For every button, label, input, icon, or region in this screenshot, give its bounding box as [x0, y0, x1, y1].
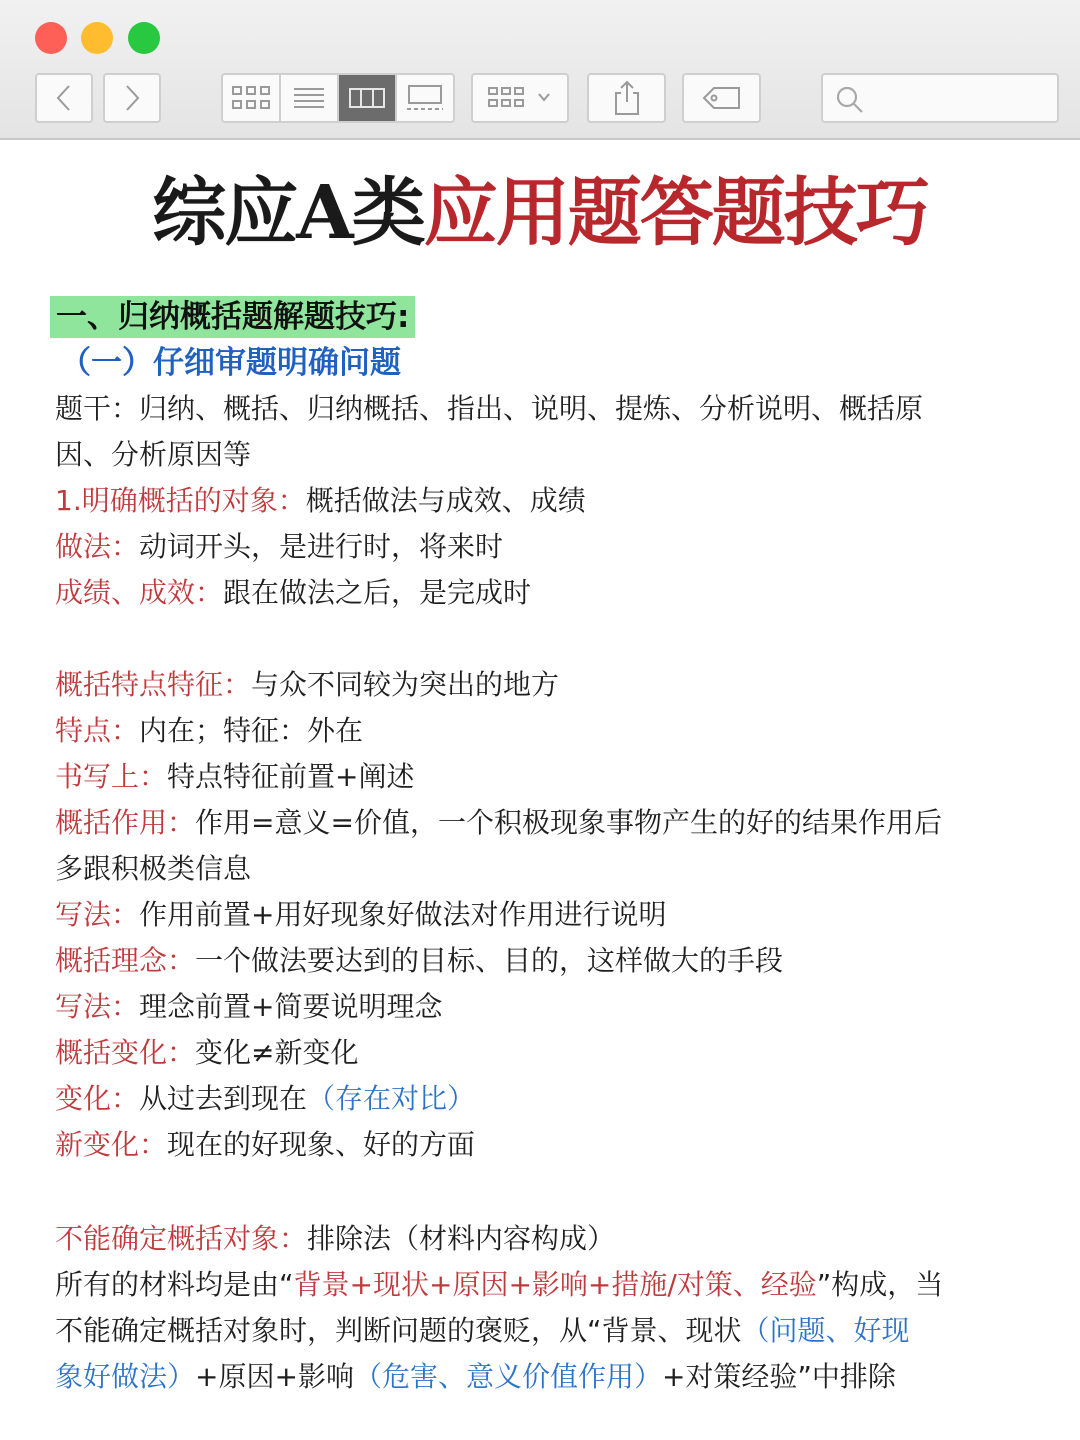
line-label: 成绩、成效：	[55, 576, 224, 609]
search-input[interactable]	[821, 73, 1059, 123]
line-text: 变化≠新变化	[195, 1036, 359, 1069]
text-line: 因、分析原因等	[55, 438, 252, 471]
text-line	[55, 1076, 475, 1122]
text-line	[55, 754, 414, 800]
line-text: 概括做法与成效、成绩	[305, 484, 586, 517]
text-line	[55, 1122, 475, 1168]
line-text: 作用前置+用好现象好做法对作用进行说明	[139, 898, 667, 931]
zoom-window-button[interactable]	[128, 22, 160, 54]
list-view-button[interactable]	[281, 75, 339, 121]
text-line	[55, 1262, 943, 1308]
column-view-button[interactable]	[339, 75, 397, 121]
line-label: 书写上：	[55, 760, 168, 793]
forward-button[interactable]	[103, 73, 161, 123]
line-label: 不能确定概括对象：	[55, 1222, 308, 1255]
gallery-view-icon	[405, 84, 445, 112]
window-toolbar	[0, 0, 1080, 140]
line-highlight: （存在对比）	[307, 1082, 476, 1115]
share-button[interactable]	[587, 73, 666, 123]
line-text: +对策经验”中排除	[661, 1360, 896, 1393]
title-part-1: 综应A类	[152, 170, 424, 256]
chevron-right-icon	[122, 83, 142, 113]
line-label: 写法：	[55, 898, 140, 931]
line-highlight: （问题、好现	[741, 1314, 910, 1347]
gallery-view-button[interactable]	[397, 75, 453, 121]
line-label: 新变化：	[55, 1128, 168, 1161]
line-label: 变化：	[55, 1082, 140, 1115]
line-label: 1.明确概括的对象：	[55, 484, 306, 517]
search-icon	[835, 85, 865, 115]
section-heading: 一、归纳概括题解题技巧:	[50, 296, 415, 338]
text-line	[55, 524, 503, 570]
title-part-2: 应用题答题技巧	[423, 170, 928, 256]
line-label: 特点：	[55, 714, 140, 747]
line-text: 排除法（材料内容构成）	[307, 1222, 616, 1255]
text-line	[55, 662, 559, 708]
chevron-left-icon	[54, 83, 74, 113]
page-title	[0, 168, 1080, 258]
line-text: 不能确定概括对象时，判断问题的褒贬，从“背景、现状	[55, 1314, 742, 1347]
line-label: 做法：	[55, 530, 140, 563]
text-line: 题干：归纳、概括、归纳概括、指出、说明、提炼、分析说明、概括原	[55, 392, 924, 425]
text-line	[55, 1354, 896, 1400]
line-text: 现在的好现象、好的方面	[167, 1128, 476, 1161]
line-text: 理念前置+简要说明理念	[139, 990, 443, 1023]
close-window-button[interactable]	[35, 22, 67, 54]
line-text: 内在；特征：外在	[139, 714, 364, 747]
line-text: +原因+影响	[195, 1360, 354, 1393]
line-text: 所有的材料均是由“	[55, 1268, 294, 1301]
line-label: 写法：	[55, 990, 140, 1023]
line-highlight: （危害、意义价值作用）	[353, 1360, 662, 1393]
view-mode-segmented-control	[221, 73, 455, 123]
line-text: 从过去到现在	[139, 1082, 308, 1115]
text-line	[55, 478, 586, 524]
list-view-icon	[292, 86, 326, 110]
line-text: 与众不同较为突出的地方	[251, 668, 560, 701]
text-line	[55, 938, 783, 984]
line-text: 特点特征前置+阐述	[167, 760, 415, 793]
line-text: 一个做法要达到的目标、目的，这样做大的手段	[195, 944, 784, 977]
line-text: 跟在做法之后，是完成时	[223, 576, 532, 609]
minimize-window-button[interactable]	[81, 22, 113, 54]
text-line: 多跟积极类信息	[55, 852, 252, 885]
group-by-button[interactable]	[471, 73, 569, 123]
back-button[interactable]	[35, 73, 93, 123]
tag-button[interactable]	[682, 73, 761, 123]
line-text: 动词开头，是进行时，将来时	[139, 530, 504, 563]
text-line	[55, 800, 942, 846]
share-icon	[612, 80, 642, 116]
grid-view-icon	[231, 85, 271, 111]
group-icon	[485, 85, 555, 111]
text-line	[55, 708, 363, 754]
column-view-icon	[348, 86, 386, 110]
section-subheading: （一）仔细审题明确问题	[60, 345, 401, 381]
line-label: 概括变化：	[55, 1036, 196, 1069]
line-highlight: 背景+现状+原因+影响+措施/对策、经验	[293, 1268, 817, 1301]
line-label: 概括特点特征：	[55, 668, 252, 701]
text-line	[55, 570, 531, 616]
text-line	[55, 1216, 615, 1262]
text-line	[55, 1308, 910, 1354]
line-highlight: 象好做法）	[55, 1360, 196, 1393]
text-line	[55, 892, 666, 938]
line-label: 概括理念：	[55, 944, 196, 977]
tag-icon	[702, 85, 742, 111]
line-text: ”构成，当	[816, 1268, 944, 1301]
line-text: 作用=意义=价值，一个积极现象事物产生的好的结果作用后	[195, 806, 942, 839]
text-line	[55, 984, 442, 1030]
grid-view-button[interactable]	[223, 75, 281, 121]
text-line	[55, 1030, 358, 1076]
line-label: 概括作用：	[55, 806, 196, 839]
